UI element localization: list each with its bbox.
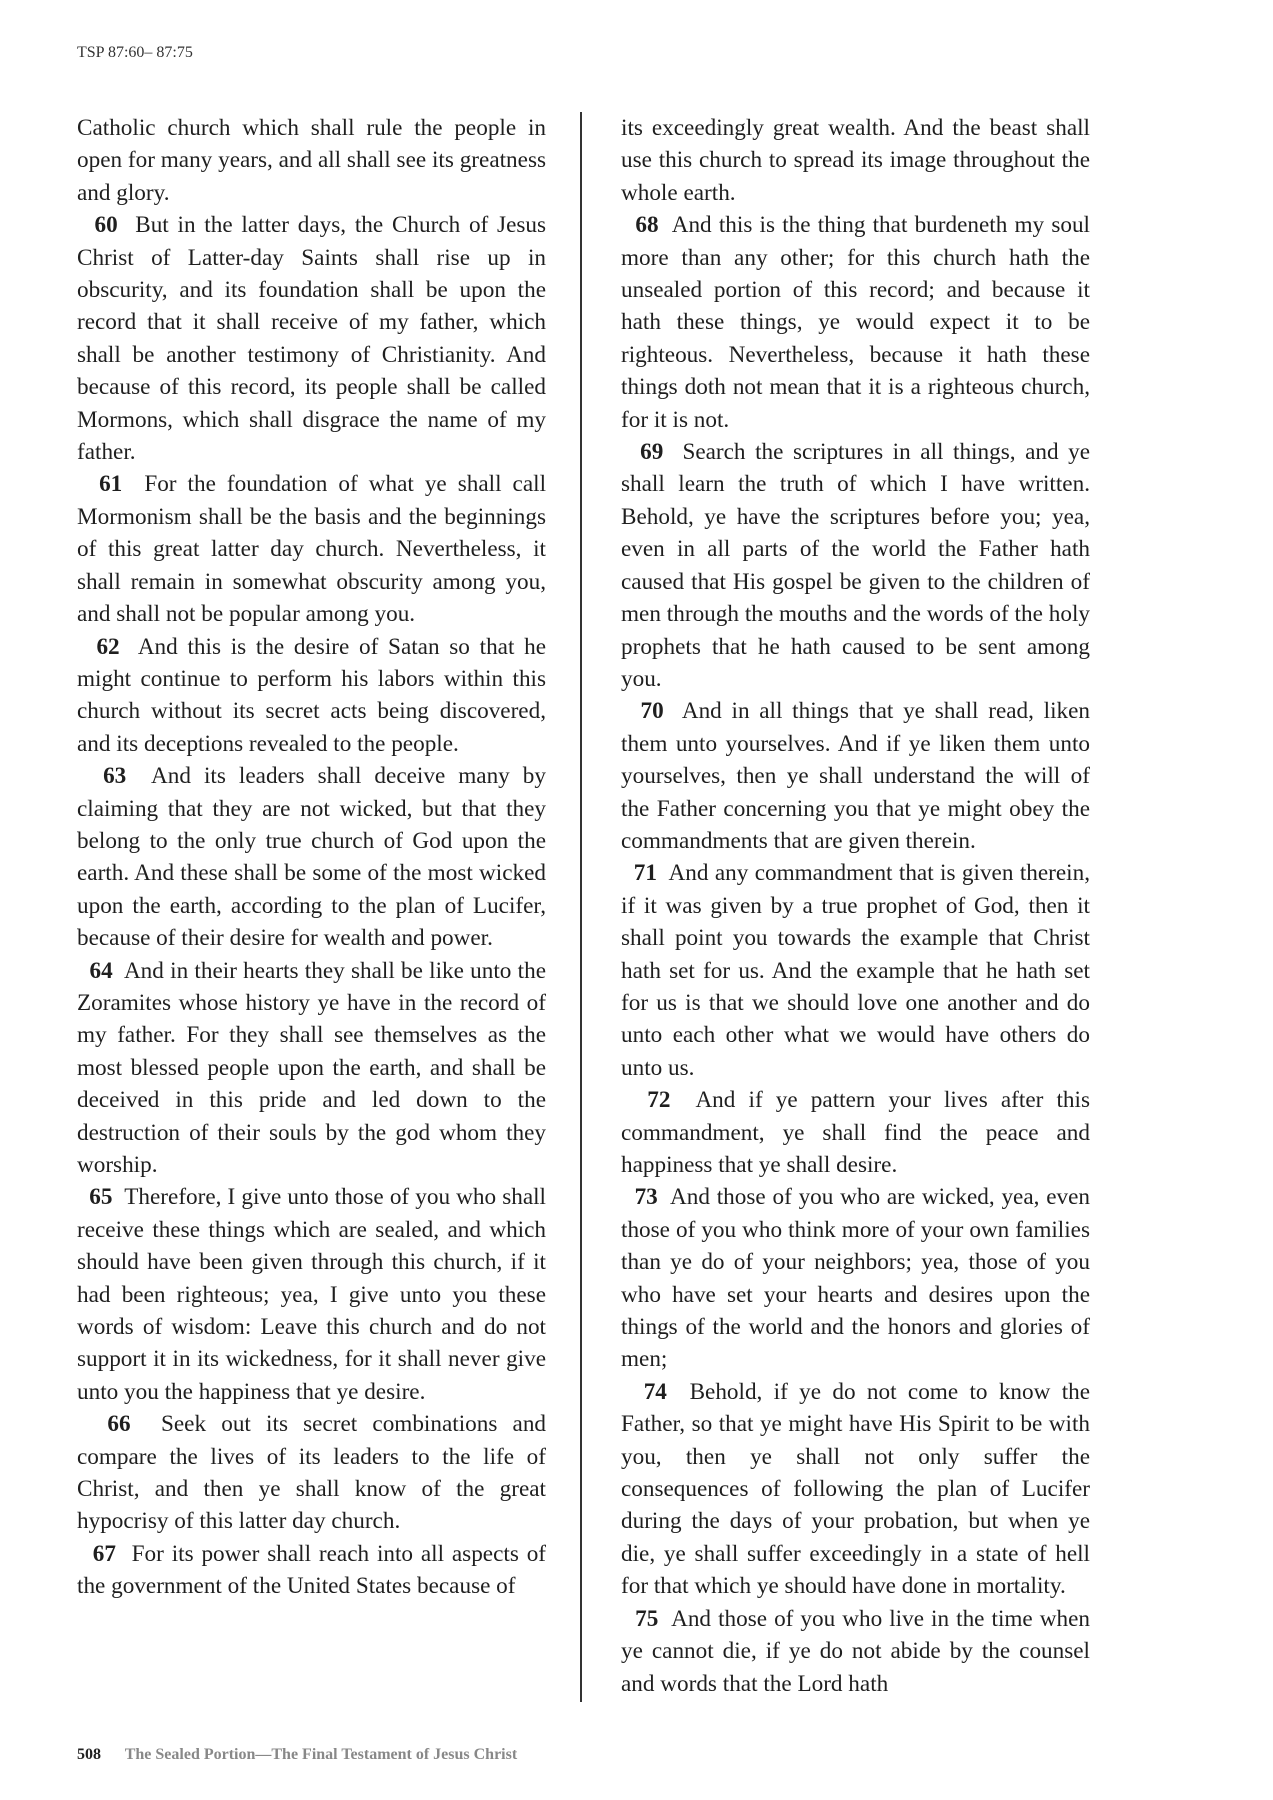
verse-list (621, 209, 1090, 1700)
verse-paragraph (621, 209, 1090, 436)
book-title: The Sealed Portion—The Final Testament of Jesus Christ (124, 1746, 518, 1763)
page-footer (77, 1746, 517, 1764)
verse-text: Seek out its secret combinations and compare the lives of its leaders to the life of Christ, and then ye shall know of the great hypocrisy of this latter day church. (77, 1411, 547, 1535)
column-divider (580, 112, 582, 1702)
verse-number: 72 (647, 1087, 671, 1114)
verse-number: 65 (89, 1184, 113, 1211)
verse-number: 60 (94, 212, 118, 239)
verse-text: And this is the thing that burdeneth my soul more than any other; for this church hath the unsealed portion of this record; and because it hath these things, ye would expect it to be righteous. Nevertheless, because it hath these things doth not mean that it is a righteous church, for it is not. (621, 212, 1090, 433)
verse-text: Behold, if ye do not come to know the Father, so that ye might have His Spirit to be with you, then ye shall not only suffer the consequences of following the plan of Lucifer during the days of your probation, but when ye die, ye shall suffer exceedingly in a state of hell for that which ye should have done in mortality. (621, 1378, 1091, 1600)
verse-text: And if ye pattern your lives after this commandment, ye shall find the peace and happiness that ye shall desire. (621, 1087, 1090, 1178)
verse-paragraph (77, 631, 546, 761)
verse-paragraph (77, 1538, 546, 1603)
continued-paragraph: Catholic church which shall rule the people in open for many years, and all shall see its greatness and glory. (77, 115, 546, 206)
verse-paragraph (621, 1084, 1090, 1181)
verse-number: 74 (643, 1378, 667, 1405)
verse-text: Search the scriptures in all things, and ye shall learn the truth of which I have written. Behold, ye have the scriptures before you; yea, even in all parts of the world the Father hath caused that His gospel be given to the children of men through the mouths and the words of the holy prophets that he hath caused to be sent among you. (621, 439, 1090, 692)
verse-number: 67 (92, 1540, 116, 1567)
verse-list (77, 209, 546, 1602)
verse-number: 71 (633, 860, 657, 887)
verse-paragraph (621, 857, 1090, 1084)
verse-paragraph (77, 1408, 546, 1538)
verse-text: And this is the desire of Satan so that he might continue to perform his labors within this church without its secret acts being discovered, and its deceptions revealed to the people. (77, 633, 546, 757)
verse-number: 64 (89, 957, 113, 984)
left-column (77, 112, 546, 1603)
right-column (621, 112, 1090, 1700)
verse-text: For the foundation of what ye shall call Mormonism shall be the basis and the beginnings of this great latter day church. Nevertheless, it shall remain in somewhat obscurity among you, and shall not be popular among you. (77, 471, 547, 628)
verse-text: And any commandment that is given therein, if it was given by a true prophet of God, then it shall point you towards the example that Christ hath set for us. And the example that he hath set for us is that we should love one another and do unto each other what we would have others do unto us. (621, 860, 1090, 1081)
verse-number: 73 (634, 1184, 658, 1211)
page-number: 508 (77, 1746, 101, 1763)
verse-number: 61 (99, 471, 123, 498)
verse-number: 66 (107, 1411, 131, 1438)
verse-paragraph (77, 1181, 546, 1408)
verse-text: And those of you who are wicked, yea, even those of you who think more of your own families than ye do of your neighbors; yea, those of you who have set your hearts and desires upon the things of the world and the honors and glories of men; (621, 1184, 1090, 1373)
verse-text: And in all things that ye shall read, liken them unto yourselves. And if ye liken them unto yourselves, then ye shall understand the will of the Father concerning you that ye might obey the commandments that are given therein. (621, 698, 1091, 854)
running-header: TSP 87:60– 87:75 (77, 44, 193, 61)
verse-paragraph (77, 468, 546, 630)
verse-text: And in their hearts they shall be like unto the Zoramites whose history ye have in the record of my father. For they shall see themselves as the most blessed people upon the earth, and shall be deceived in this pride and led down to the destruction of their souls by the god whom they worship. (77, 957, 546, 1178)
verse-number: 63 (103, 763, 127, 790)
verse-paragraph (621, 436, 1090, 695)
verse-paragraph (77, 209, 546, 468)
verse-text: Therefore, I give unto those of you who shall receive these things which are sealed, and which should have been given through this church, if it had been righteous; yea, I give unto you these words of wisdom: Leave this church and do not support it in its wickedness, for it shall never give unto you the happiness that ye desire. (77, 1184, 546, 1405)
verse-number: 75 (635, 1605, 659, 1632)
verse-text: But in the latter days, the Church of Jesus Christ of Latter-day Saints shall rise up in obscurity, and its foundation shall be upon the record that it shall receive of my father, which shall be another testimony of Christianity. And because of this record, its people shall be called Mormons, which shall disgrace the name of my father. (77, 212, 547, 466)
verse-paragraph (77, 955, 546, 1182)
continued-paragraph: its exceedingly great wealth. And the beast shall use this church to spread its image throughout the whole earth. (621, 115, 1090, 206)
verse-text: For its power shall reach into all aspects of the government of the United States because of (77, 1540, 547, 1600)
verse-text: And those of you who live in the time when ye cannot die, if ye do not abide by the counsel and words that the Lord hath (621, 1605, 1090, 1697)
verse-number: 62 (96, 633, 120, 660)
verse-paragraph (621, 1181, 1090, 1375)
verse-paragraph (621, 1376, 1090, 1603)
verse-number: 70 (640, 698, 664, 725)
verse-paragraph (621, 695, 1090, 857)
verse-paragraph (621, 1603, 1090, 1700)
verse-paragraph (77, 760, 546, 954)
verse-number: 69 (640, 439, 664, 466)
verse-number: 68 (635, 212, 659, 239)
verse-text: And its leaders shall deceive many by claiming that they are not wicked, but that they belong to the only true church of God upon the earth. And these shall be some of the most wicked upon the earth, according to the plan of Lucifer, because of their desire for wealth and power. (77, 763, 546, 952)
